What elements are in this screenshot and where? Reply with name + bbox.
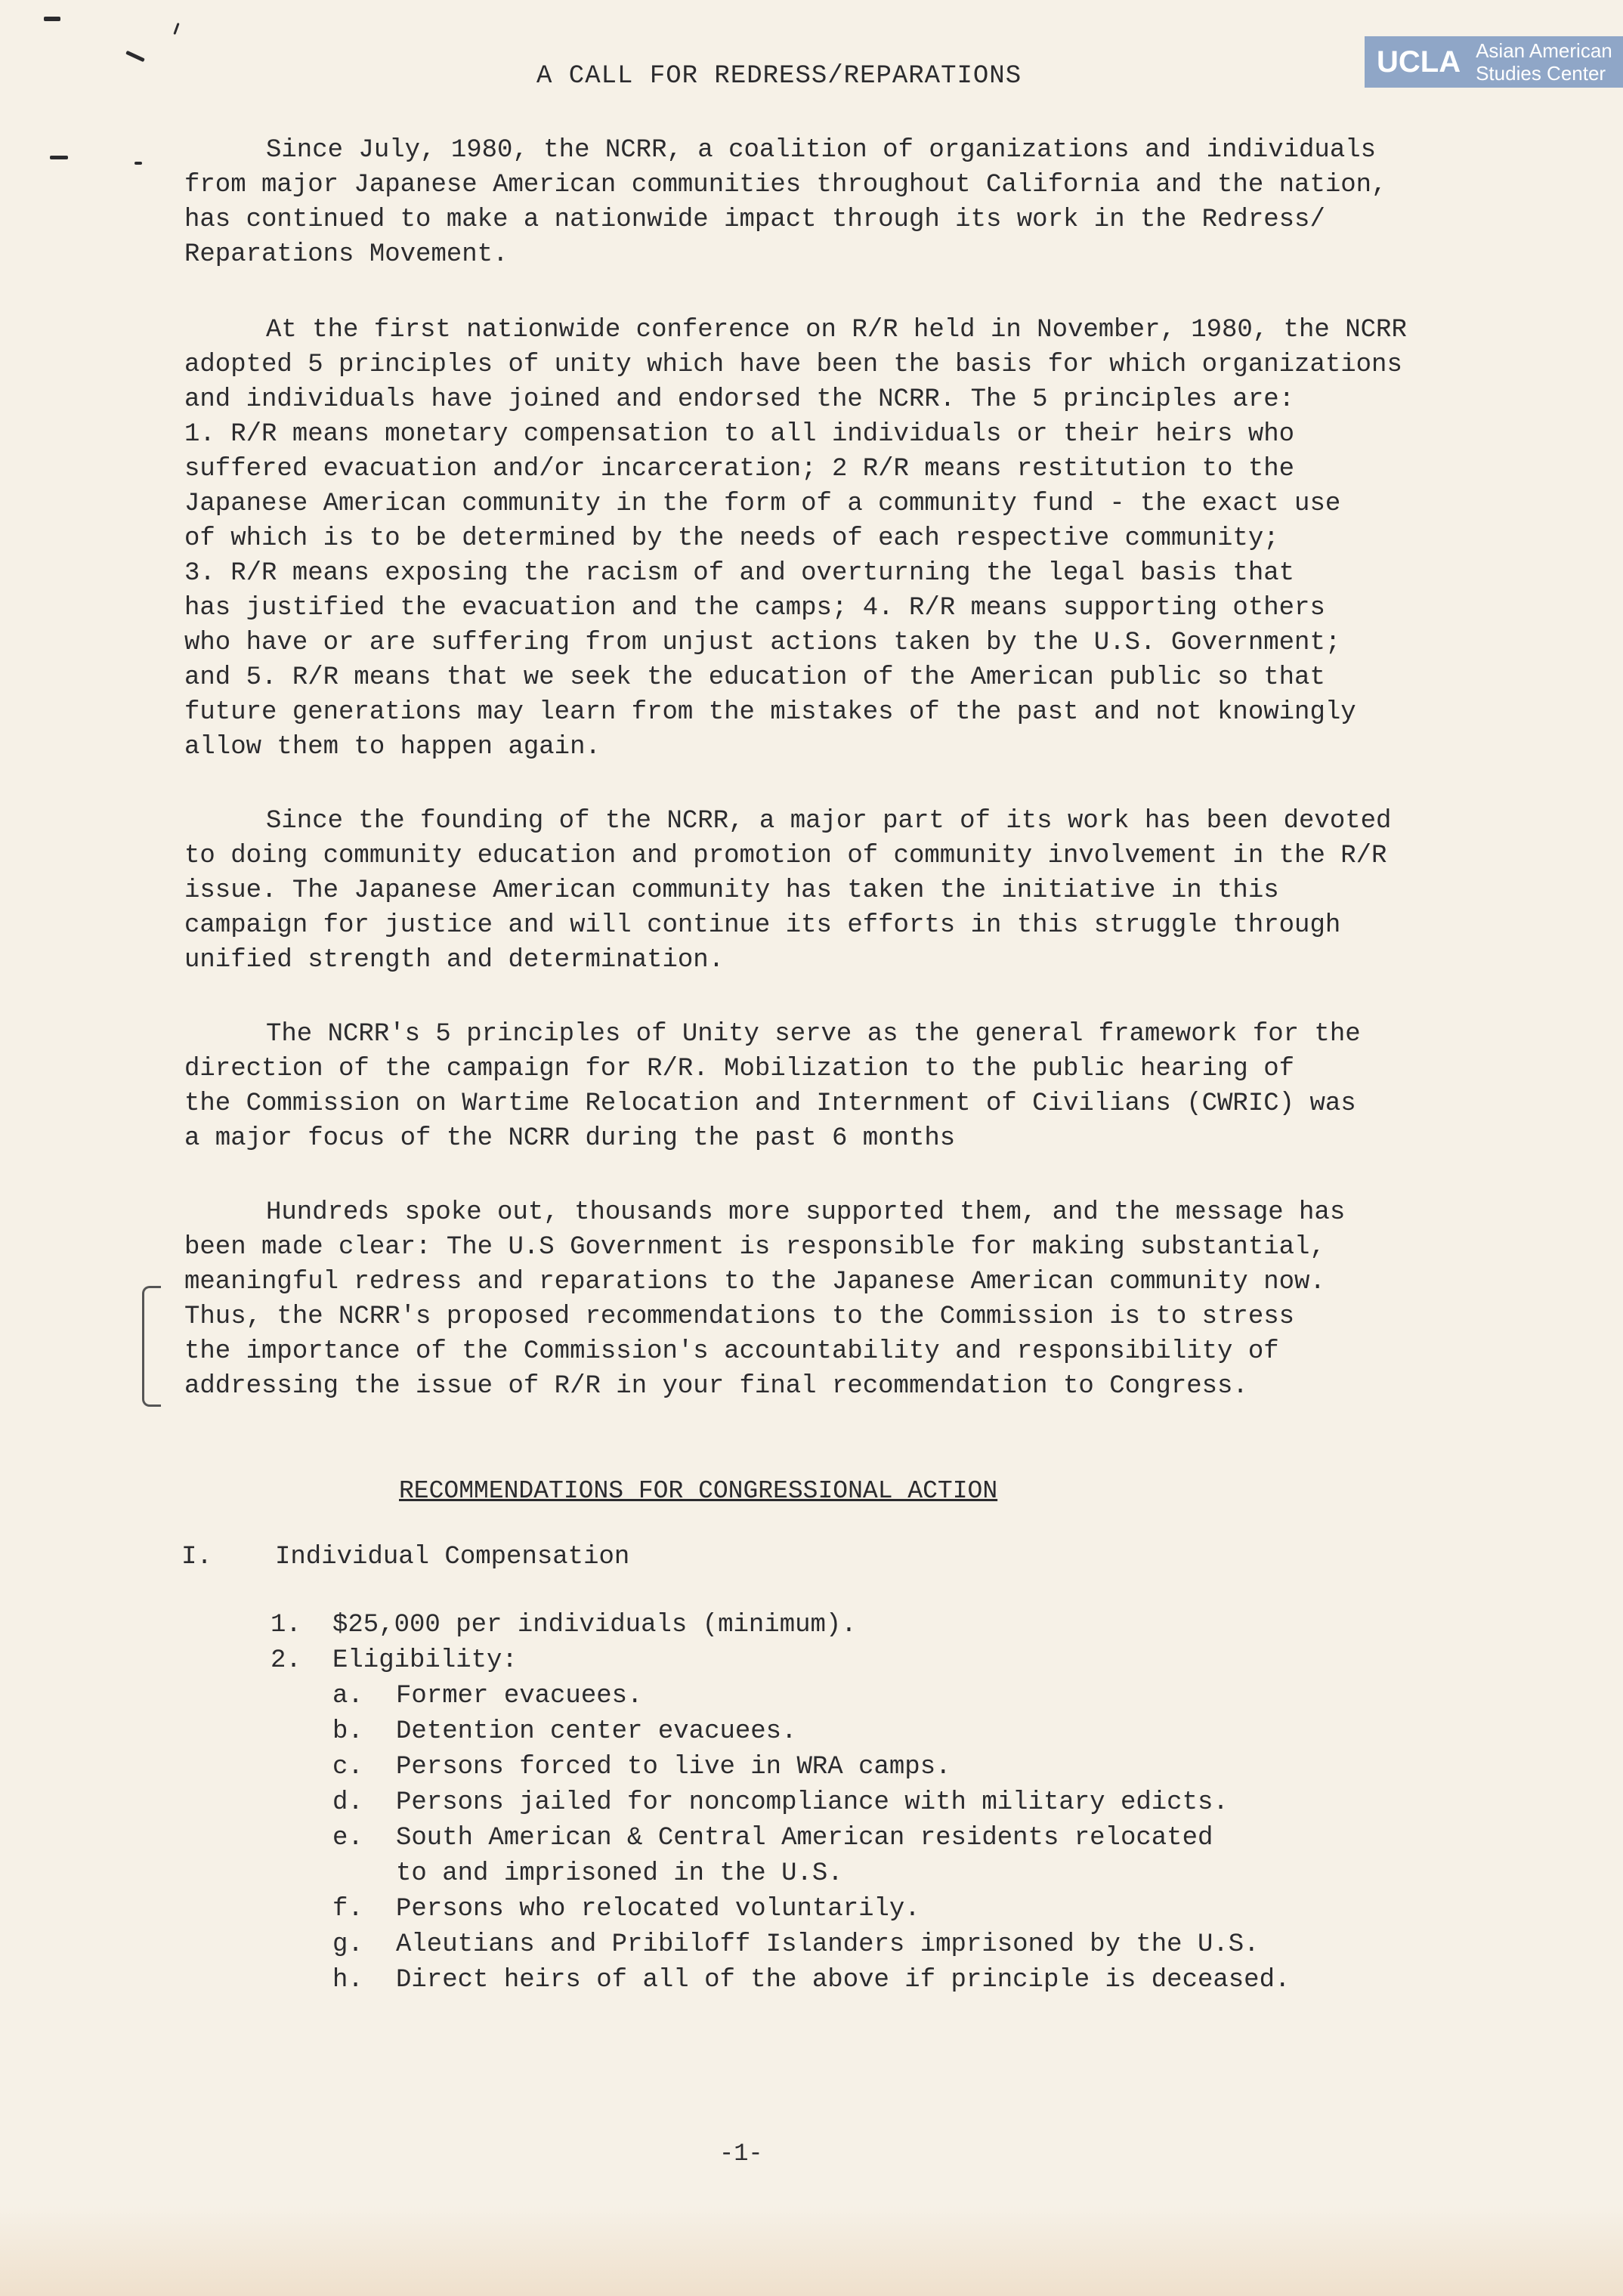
list-item-text: Aleutians and Pribiloff Islanders imprisoned by the U.S. [396,1930,1260,1959]
list-item [332,1963,1290,1998]
section-heading: RECOMMENDATIONS FOR CONGRESSIONAL ACTION [399,1477,998,1505]
outline-section-heading [181,1543,629,1571]
list-item [332,1892,1290,1927]
paper-edge-tint [0,2205,1623,2296]
list-item [332,1679,1290,1714]
paragraph-line: allow them to happen again. [184,733,601,762]
logo-line-1: Asian American [1476,39,1612,62]
paragraph-line: campaign for justice and will continue its efforts in this struggle through [184,911,1341,940]
stray-ink-mark [134,162,142,165]
list-item-text: Eligibility: [332,1646,518,1675]
stray-ink-mark [50,156,68,159]
list-item-text: Direct heirs of all of the above if principle is deceased. [396,1966,1291,1995]
paragraph-line: The NCRR's 5 principles of Unity serve as the general framework for the [266,1020,1361,1049]
paragraph-line: Since the founding of the NCRR, a major part of its work has been devoted [266,807,1392,836]
page-number: -1- [719,2140,763,2168]
list-item [332,1750,1290,1785]
list-item-text: Persons who relocated voluntarily. [396,1895,920,1924]
logo-caption [1473,36,1623,88]
list-marker: c. [332,1753,363,1781]
paragraph-line: of which is to be determined by the needs of each respective community; [184,524,1279,553]
paragraph-1 [184,133,1461,272]
list-marker [332,1856,396,1892]
list-item [270,1643,857,1679]
outline-heading-text: Individual Compensation [275,1543,630,1571]
list-marker: g. [332,1930,363,1959]
paragraph-line: suffered evacuation and/or incarceration; 2 R/R means restitution to the [184,455,1295,484]
stray-ink-mark [173,23,179,35]
paragraph-line: addressing the issue of R/R in your final recommendation to Congress. [184,1372,1248,1401]
paragraph-line: who have or are suffering from unjust actions taken by the U.S. Government; [184,629,1341,657]
list-marker: 2. [270,1646,301,1675]
list-item-text: Detention center evacuees. [396,1717,797,1746]
roman-numeral: I. [181,1543,212,1571]
list-marker: e. [332,1824,363,1853]
paragraph-3 [184,804,1461,978]
list-marker: b. [332,1717,363,1746]
list-item-text: Former evacuees. [396,1682,643,1710]
list-item [332,1785,1290,1821]
logo-brand: UCLA [1365,36,1473,88]
list-item-continuation [332,1856,1290,1892]
list-item-text: South American & Central American residents relocated [396,1824,1213,1853]
paragraph-line: to doing community education and promotion of community involvement in the R/R [184,842,1387,870]
paragraph-line: a major focus of the NCRR during the past 6 months [184,1124,956,1153]
paragraph-line: Reparations Movement. [184,240,509,269]
paragraph-line: has continued to make a nationwide impact through its work in the Redress/ [184,205,1325,234]
paragraph-line: adopted 5 principles of unity which have been the basis for which organizations [184,351,1402,379]
paragraph-line: the Commission on Wartime Relocation and Internment of Civilians (CWRIC) was [184,1089,1356,1118]
paragraph-line: Hundreds spoke out, thousands more supported them, and the message has [266,1198,1346,1227]
paragraph-line: been made clear: The U.S Government is responsible for making substantial, [184,1233,1325,1262]
document-title: A CALL FOR REDRESS/REPARATIONS [536,62,1022,91]
list-item-text: Persons forced to live in WRA camps. [396,1753,951,1781]
paragraph-line: 3. R/R means exposing the racism of and overturning the legal basis that [184,559,1295,588]
list-item-text: Persons jailed for noncompliance with military edicts. [396,1788,1229,1817]
stray-ink-mark [125,51,145,63]
list-marker: 1. [270,1611,301,1639]
logo-line-2: Studies Center [1476,62,1606,85]
list-item [332,1927,1290,1963]
list-marker: f. [332,1895,363,1924]
eligibility-list [332,1679,1290,1998]
paragraph-4 [184,1017,1461,1156]
paragraph-line: future generations may learn from the mistakes of the past and not knowingly [184,698,1356,727]
list-item [332,1821,1290,1856]
paragraph-2 [184,313,1461,765]
numbered-list [270,1608,857,1679]
paragraph-line: has justified the evacuation and the camps; 4. R/R means supporting others [184,594,1325,623]
paragraph-line: direction of the campaign for R/R. Mobilization to the public hearing of [184,1055,1295,1083]
paragraph-line: 1. R/R means monetary compensation to all individuals or their heirs who [184,420,1295,449]
paragraph-5 [184,1195,1461,1404]
list-item-text: to and imprisoned in the U.S. [396,1859,843,1888]
paragraph-line: Japanese American community in the form of a community fund - the exact use [184,490,1341,518]
list-item [270,1608,857,1643]
list-item-text: $25,000 per individuals (minimum). [332,1611,857,1639]
list-item [332,1714,1290,1750]
handwritten-bracket [142,1286,161,1407]
paragraph-line: Thus, the NCRR's proposed recommendations to the Commission is to stress [184,1303,1295,1331]
paragraph-line: Since July, 1980, the NCRR, a coalition of organizations and individuals [266,136,1377,165]
stray-ink-mark [44,17,60,21]
list-marker: a. [332,1682,363,1710]
paragraph-line: from major Japanese American communities throughout California and the nation, [184,171,1387,199]
paragraph-line: and 5. R/R means that we seek the education of the American public so that [184,663,1325,692]
paragraph-line: unified strength and determination. [184,946,725,975]
paragraph-line: and individuals have joined and endorsed the NCRR. The 5 principles are: [184,385,1295,414]
list-marker: h. [332,1966,363,1995]
paragraph-line: the importance of the Commission's accountability and responsibility of [184,1337,1279,1366]
paragraph-line: meaningful redress and reparations to the Japanese American community now. [184,1268,1325,1296]
paragraph-line: issue. The Japanese American community has taken the initiative in this [184,876,1279,905]
archive-logo [1365,36,1623,88]
paragraph-line: At the first nationwide conference on R/R held in November, 1980, the NCRR [266,316,1407,345]
list-marker: d. [332,1788,363,1817]
